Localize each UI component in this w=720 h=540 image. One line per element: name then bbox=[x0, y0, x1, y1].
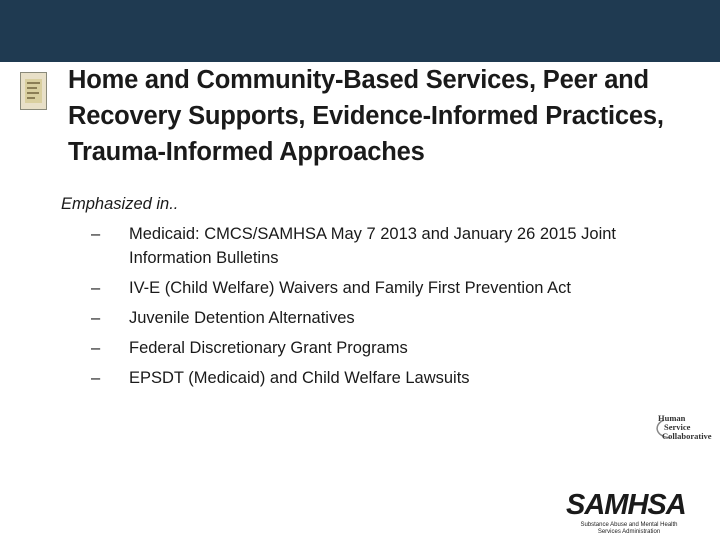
list-item bbox=[0, 366, 669, 390]
list-item bbox=[0, 222, 669, 270]
bullet-text: Juvenile Detention Alternatives bbox=[129, 309, 355, 327]
samhsa-wordmark: SAMHSA bbox=[566, 489, 686, 521]
samhsa-logo bbox=[566, 490, 686, 535]
intro-text: Emphasized in.. bbox=[61, 195, 179, 213]
human-service-collaborative-logo bbox=[652, 412, 712, 442]
samhsa-subtitle-line1: Substance Abuse and Mental Health bbox=[580, 522, 678, 528]
document-thumbnail-icon bbox=[20, 72, 47, 110]
samhsa-subtitle-line2: Services Administration bbox=[597, 529, 661, 535]
hsc-line2: Service bbox=[664, 422, 691, 432]
hsc-line3: Collaborative bbox=[662, 431, 712, 441]
bullet-text: Federal Discretionary Grant Programs bbox=[129, 339, 408, 357]
samhsa-subtitle bbox=[570, 522, 688, 536]
bullet-marker: – bbox=[91, 279, 101, 297]
bullet-text: Medicaid: CMCS/SAMHSA May 7 2013 and January 26 2015 Joint Information Bulletins bbox=[129, 225, 617, 267]
slide-title: Home and Community-Based Services, Peer and Recovery Supports, Evidence-Informed Practices, Trauma-Informed Approaches bbox=[68, 66, 664, 166]
hsc-line1: Human bbox=[658, 413, 686, 423]
top-banner bbox=[0, 0, 720, 62]
bullet-marker: – bbox=[91, 339, 101, 357]
bullet-marker: – bbox=[91, 309, 101, 327]
list-item bbox=[0, 276, 669, 300]
bullet-text: IV-E (Child Welfare) Waivers and Family First Prevention Act bbox=[129, 279, 571, 297]
list-item bbox=[0, 336, 669, 360]
list-item bbox=[0, 306, 669, 330]
bullet-marker: – bbox=[91, 369, 101, 387]
bullet-list bbox=[0, 222, 669, 396]
bullet-marker: – bbox=[91, 225, 101, 243]
bullet-text: EPSDT (Medicaid) and Child Welfare Lawsuits bbox=[129, 369, 470, 387]
